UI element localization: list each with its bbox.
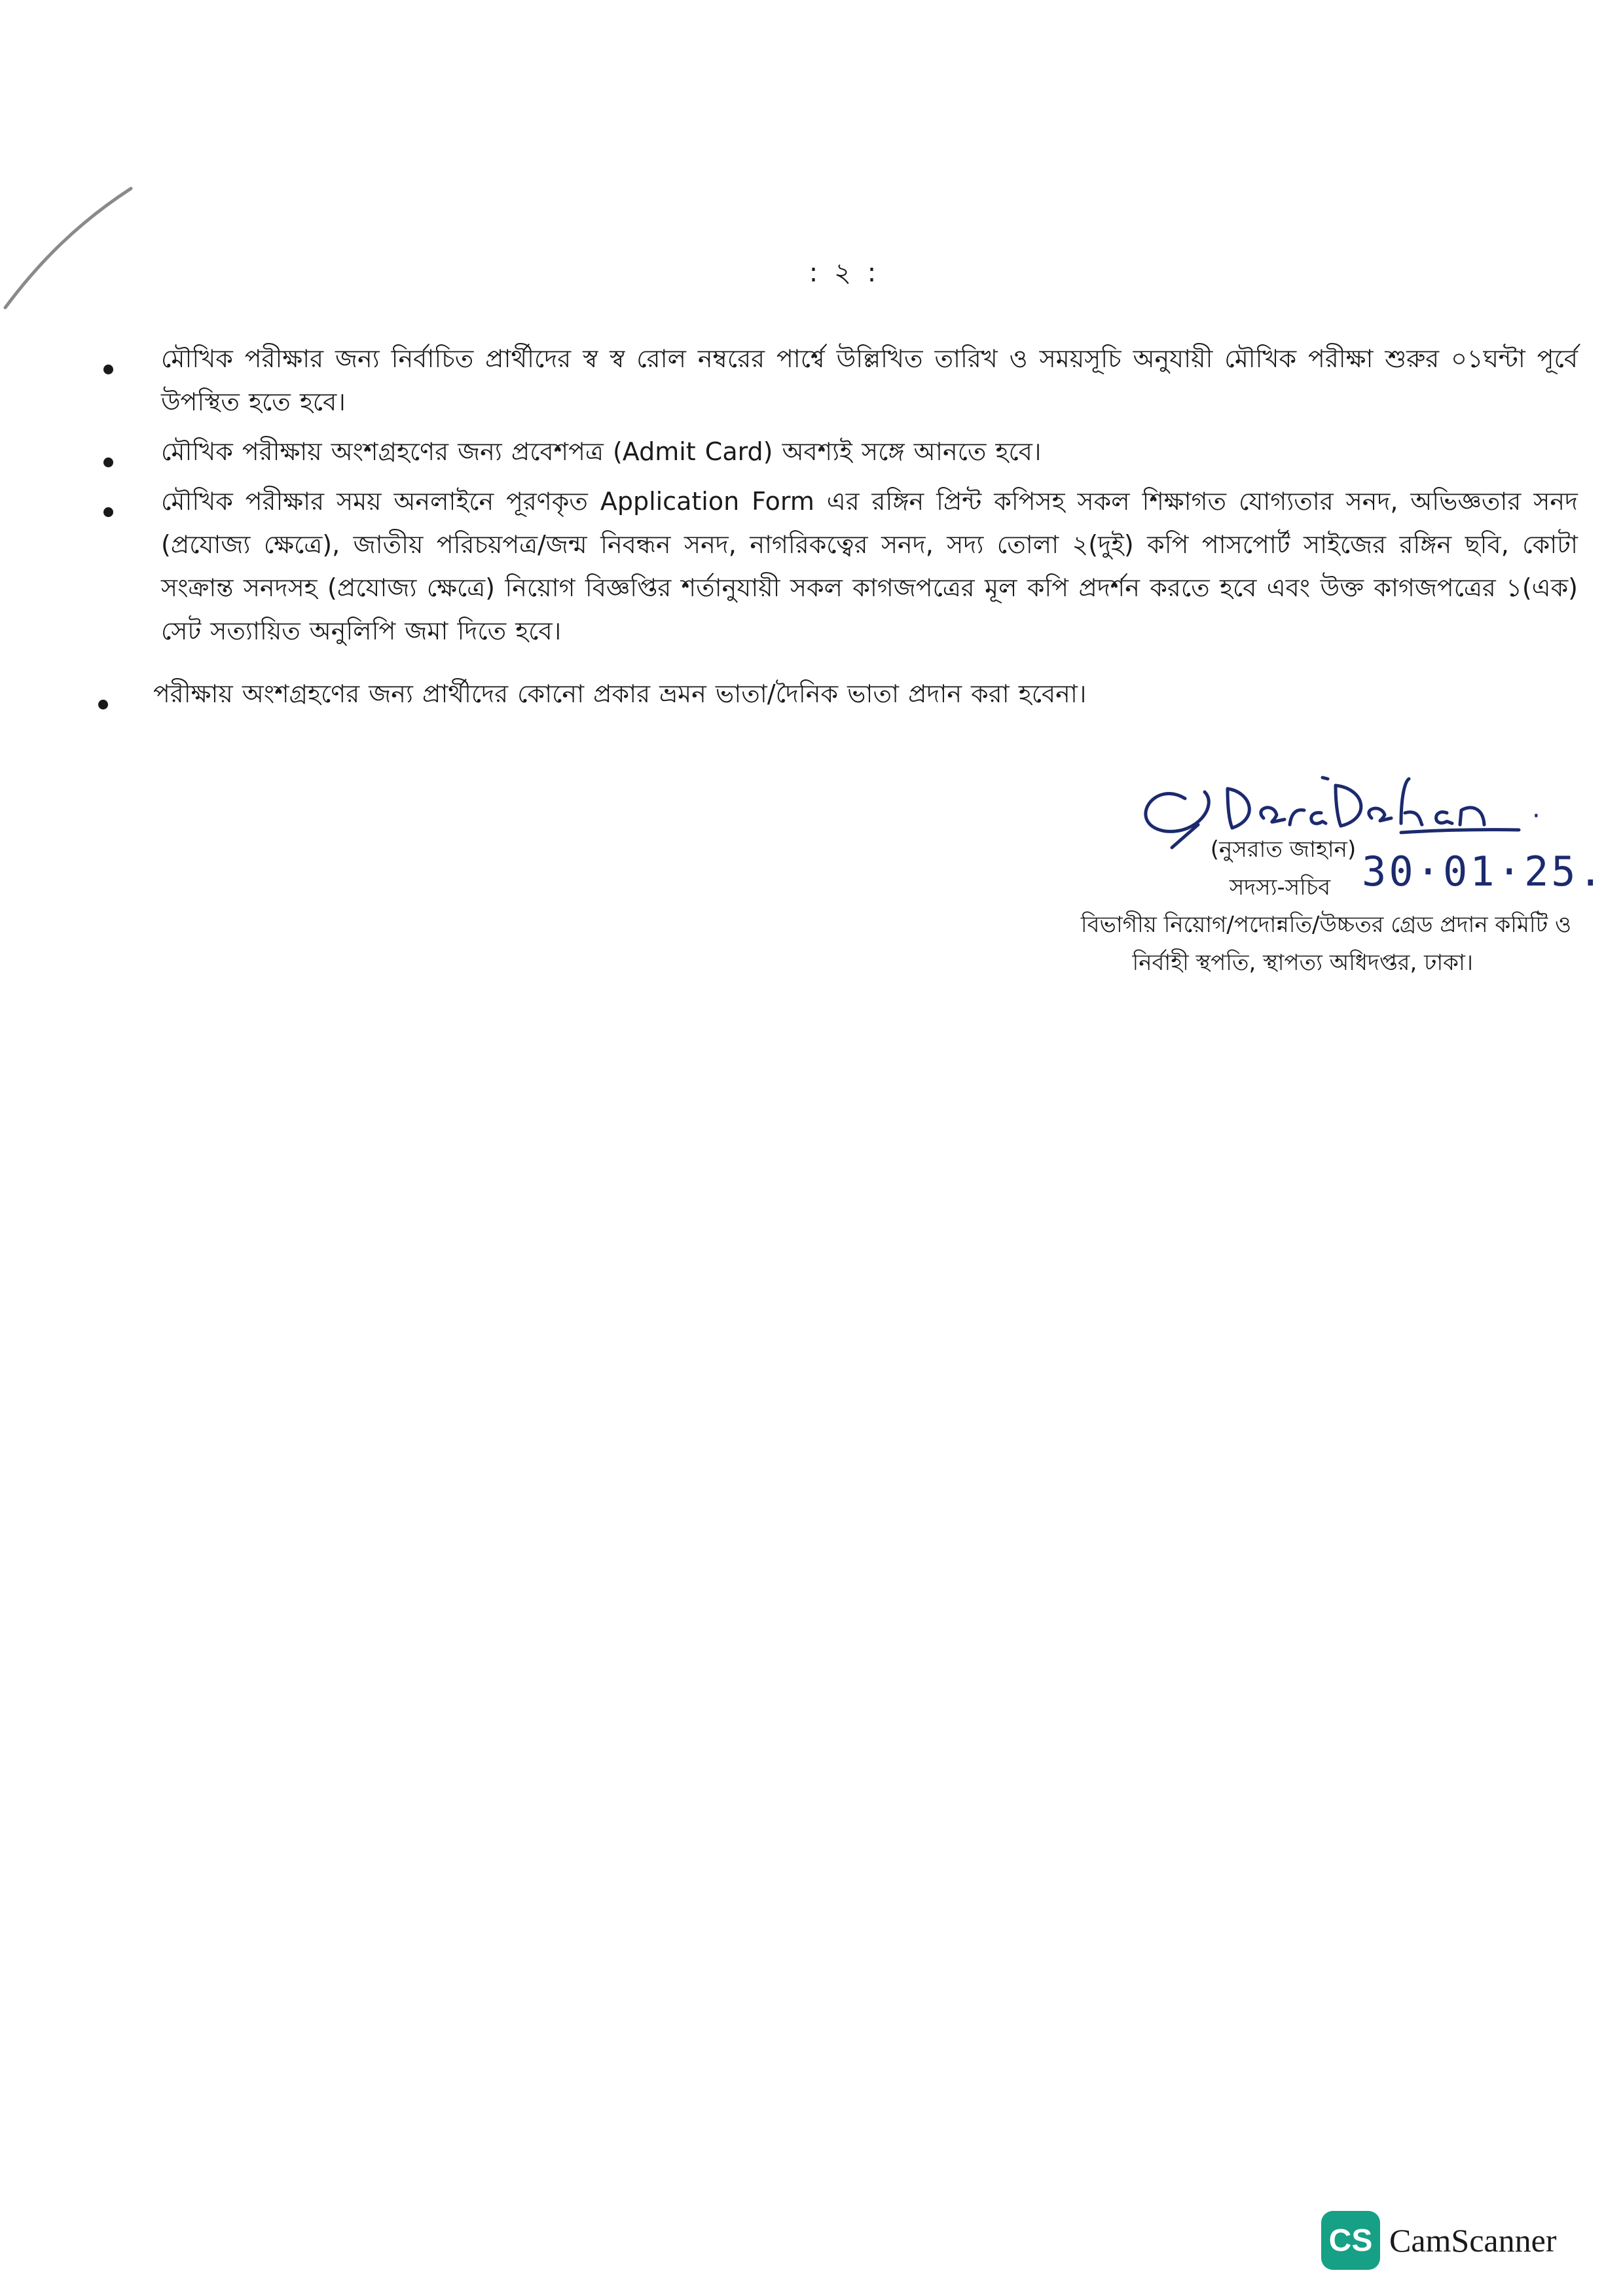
- list-item: [92, 480, 1578, 653]
- signatory-designation: সদস্য-সচিব: [1229, 874, 1331, 901]
- list-item-text: মৌখিক পরীক্ষার সময় অনলাইনে পূরণকৃত Application Form এর রঙ্গিন প্রিন্ট কপিসহ সকল শিক্ষাগত যোগ্যতার সনদ, অভিজ্ঞতার সনদ (প্রযোজ্য ক্ষেত্রে), জাতীয় পরিচয়পত্র/জন্ম নিবন্ধন সনদ, নাগরিকত্বের সনদ, সদ্য তোলা ২(দুই) কপি পাসপোর্ট সাইজের রঙ্গিন ছবি, কোটা সংক্রান্ত সনদসহ (প্রযোজ্য ক্ষেত্রে) নিয়োগ বিজ্ঞপ্তির শর্তানুযায়ী সকল কাগজপত্রের মূল কপি প্রদর্শন করতে হবে এবং উক্ত কাগজপত্রের ১(এক) সেট সত্যায়িত অনুলিপি জমা দিতে হবে।: [161, 487, 1578, 645]
- list-item: [92, 337, 1578, 423]
- bullet-icon: [103, 457, 113, 467]
- bullet-icon: [103, 365, 113, 374]
- pen-stroke-mark: [0, 177, 144, 327]
- signatory-name: (নুসরাত জাহান): [1210, 836, 1357, 863]
- list-item-text: মৌখিক পরীক্ষার জন্য নির্বাচিত প্রার্থীদের স্ব স্ব রোল নম্বরের পার্শ্বে উল্লিখিত তারিখ ও সময়সূচি অনুযায়ী মৌখিক পরীক্ষা শুরুর ০১ঘন্টা পূর্বে উপস্থিত হতে হবে।: [161, 344, 1578, 416]
- list-item-text: মৌখিক পরীক্ষায় অংশগ্রহণের জন্য প্রবেশপত্র (Admit Card) অবশ্যই সঙ্গে আনতে হবে।: [161, 437, 1042, 466]
- camscanner-brand-text: CamScanner: [1389, 2222, 1557, 2259]
- bullet-icon: [98, 700, 108, 709]
- instruction-list: [92, 337, 1578, 715]
- camscanner-watermark: [1321, 2211, 1556, 2270]
- list-item: [92, 672, 1578, 715]
- list-item: [92, 430, 1578, 473]
- bullet-icon: [103, 507, 113, 517]
- office-line: নির্বাহী স্থপতি, স্থাপত্য অধিদপ্তর, ঢাকা।: [1132, 950, 1473, 976]
- list-item-text: পরীক্ষায় অংশগ্রহণের জন্য প্রার্থীদের কোনো প্রকার ভ্রমন ভাতা/দৈনিক ভাতা প্রদান করা হবেনা।: [153, 679, 1087, 708]
- camscanner-logo-icon: CS: [1321, 2211, 1380, 2270]
- signature-date: 30·01·25.: [1362, 848, 1605, 895]
- page-number: : ২ :: [809, 258, 881, 288]
- svg-text:·: ·: [1532, 801, 1541, 831]
- office-line: বিভাগীয় নিয়োগ/পদোন্নতি/উচ্চতর গ্রেড প্রদান কমিটি ও: [1080, 912, 1571, 938]
